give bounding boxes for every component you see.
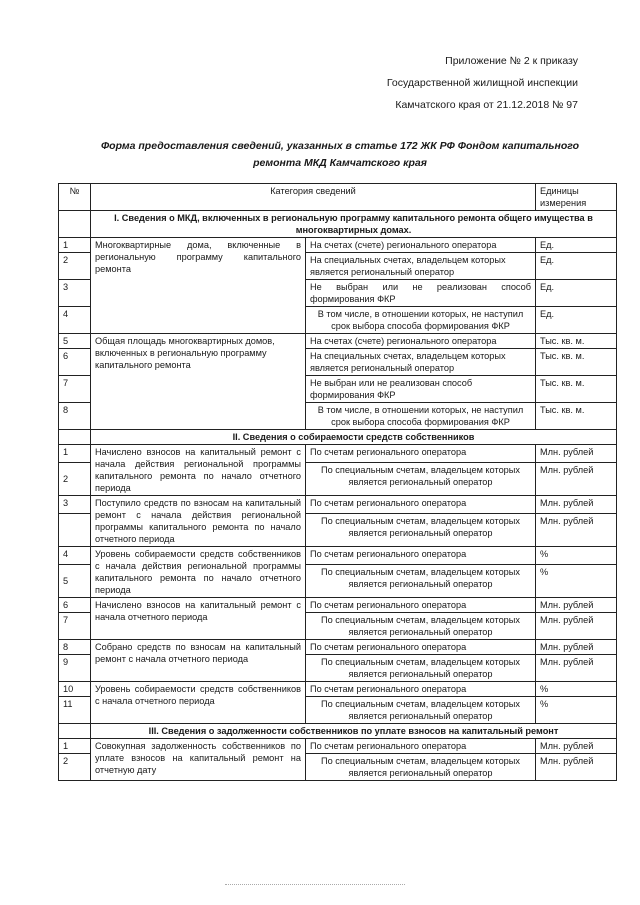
row-detail: На специальных счетах, владельцем которых является региональный оператор xyxy=(306,253,536,280)
row-unit: Тыс. кв. м. xyxy=(536,349,617,376)
row-detail: По счетам регионального оператора xyxy=(306,445,536,463)
section-3-title: III. Сведения о задолженности собственников по уплате взносов на капитальный ремонт xyxy=(91,724,617,739)
row-num: 7 xyxy=(59,613,91,640)
table-row xyxy=(59,640,617,655)
row-detail: По специальным счетам, владельцем которых является региональный оператор xyxy=(306,754,536,781)
table-row xyxy=(59,739,617,754)
row-detail: По счетам регионального оператора xyxy=(306,682,536,697)
group-charged-before: Начислено взносов на капитальный ремонт с начала действия региональной программы капитального ремонта по начало отчетного периода xyxy=(91,445,306,496)
form-title xyxy=(80,138,600,172)
row-unit: % xyxy=(536,682,617,697)
row-detail: По счетам регионального оператора xyxy=(306,496,536,514)
row-num: 2 xyxy=(59,463,91,496)
row-unit: Ед. xyxy=(536,307,617,334)
table-row xyxy=(59,496,617,514)
row-unit: Млн. рублей xyxy=(536,445,617,463)
row-num: 10 xyxy=(59,682,91,697)
row-detail: По специальным счетам, владельцем которых является региональный оператор xyxy=(306,565,536,598)
row-unit: % xyxy=(536,547,617,565)
row-detail: По специальным счетам, владельцем которых является региональный оператор xyxy=(306,514,536,547)
table-row xyxy=(59,445,617,463)
form-title-line-2: ремонта МКД Камчатского края xyxy=(253,157,427,169)
row-num: 6 xyxy=(59,349,91,376)
group-collection-current: Уровень собираемости средств собственников с начала отчетного периода xyxy=(91,682,306,724)
row-detail: По счетам регионального оператора xyxy=(306,547,536,565)
section-2-title: II. Сведения о собираемости средств собственников xyxy=(91,430,617,445)
row-detail: В том числе, в отношении которых, не наступил срок выбора способа формирования ФКР xyxy=(306,403,536,430)
row-detail: Не выбран или не реализован способ формирования ФКР xyxy=(306,280,536,307)
row-num: 9 xyxy=(59,655,91,682)
row-detail: По специальным счетам, владельцем которых является региональный оператор xyxy=(306,463,536,496)
row-unit: Млн. рублей xyxy=(536,640,617,655)
table-row xyxy=(59,238,617,253)
header-category: Категория сведений xyxy=(91,184,536,211)
row-num: 2 xyxy=(59,253,91,280)
row-detail: По специальным счетам, владельцем которых является региональный оператор xyxy=(306,697,536,724)
row-unit: Тыс. кв. м. xyxy=(536,376,617,403)
footer-divider xyxy=(225,884,405,885)
annex-line-1: Приложение № 2 к приказу xyxy=(445,55,578,67)
group-mkd-area: Общая площадь многоквартирных домов, включенных в региональную программу капитального ремонта xyxy=(91,334,306,430)
section-2-title-row xyxy=(59,430,617,445)
row-unit: % xyxy=(536,697,617,724)
group-debt: Совокупная задолженность собственников по уплате взносов на капитальный ремонт на отчетную дату xyxy=(91,739,306,781)
row-unit: % xyxy=(536,565,617,598)
row-detail: На специальных счетах, владельцем которых является региональный оператор xyxy=(306,349,536,376)
row-unit: Млн. рублей xyxy=(536,496,617,514)
form-title-line-1: Форма предоставления сведений, указанных в статье 172 ЖК РФ Фондом капитального xyxy=(100,140,580,152)
group-charged-current: Начислено взносов на капитальный ремонт с начала отчетного периода xyxy=(91,598,306,640)
row-detail: Не выбран или не реализован способ формирования ФКР xyxy=(306,376,536,403)
row-unit: Млн. рублей xyxy=(536,655,617,682)
section-3-title-row xyxy=(59,724,617,739)
section-1-title-row xyxy=(59,211,617,238)
group-collection-before: Уровень собираемости средств собственников с начала действия региональной программы капитального ремонта по начало отчетного периода xyxy=(91,547,306,598)
row-unit: Млн. рублей xyxy=(536,754,617,781)
row-detail: По счетам регионального оператора xyxy=(306,640,536,655)
row-unit: Тыс. кв. м. xyxy=(536,334,617,349)
row-unit: Млн. рублей xyxy=(536,598,617,613)
row-num: 8 xyxy=(59,640,91,655)
row-num: 1 xyxy=(59,238,91,253)
header-num: № xyxy=(59,184,91,211)
table-header-row xyxy=(59,184,617,211)
row-unit: Ед. xyxy=(536,253,617,280)
row-unit: Млн. рублей xyxy=(536,514,617,547)
row-num: 4 xyxy=(59,307,91,334)
table-row xyxy=(59,547,617,565)
row-num: 5 xyxy=(59,334,91,349)
row-detail: В том числе, в отношении которых, не наступил срок выбора способа формирования ФКР xyxy=(306,307,536,334)
row-num: 3 xyxy=(59,280,91,307)
group-mkd-count: Многоквартирные дома, включенные в региональную программу капитального ремонта xyxy=(91,238,306,334)
row-num: 7 xyxy=(59,376,91,403)
row-detail: По счетам регионального оператора xyxy=(306,739,536,754)
row-unit: Ед. xyxy=(536,280,617,307)
group-received-before: Поступило средств по взносам на капитальный ремонт с начала действия региональной программы капитального ремонта по начало отчетного периода xyxy=(91,496,306,547)
row-unit: Млн. рублей xyxy=(536,739,617,754)
row-unit: Ед. xyxy=(536,238,617,253)
row-detail: На счетах (счете) регионального оператора xyxy=(306,238,536,253)
annex-line-3: Камчатского края от 21.12.2018 № 97 xyxy=(395,99,578,111)
table-row xyxy=(59,334,617,349)
row-num: 3 xyxy=(59,496,91,514)
row-num xyxy=(59,514,91,547)
info-table xyxy=(58,183,617,781)
table-row xyxy=(59,598,617,613)
row-num: 2 xyxy=(59,754,91,781)
row-num: 4 xyxy=(59,547,91,565)
row-unit: Млн. рублей xyxy=(536,463,617,496)
row-detail: По специальным счетам, владельцем которых является региональный оператор xyxy=(306,613,536,640)
row-num: 11 xyxy=(59,697,91,724)
row-num: 6 xyxy=(59,598,91,613)
row-unit: Тыс. кв. м. xyxy=(536,403,617,430)
header-unit: Единицы измерения xyxy=(536,184,617,211)
row-num: 1 xyxy=(59,739,91,754)
row-detail: По счетам регионального оператора xyxy=(306,598,536,613)
annex-line-2: Государственной жилищной инспекции xyxy=(386,77,578,89)
row-unit: Млн. рублей xyxy=(536,613,617,640)
row-detail: На счетах (счете) регионального оператора xyxy=(306,334,536,349)
row-num: 1 xyxy=(59,445,91,463)
group-collected-current: Собрано средств по взносам на капитальный ремонт с начала отчетного периода xyxy=(91,640,306,682)
row-num: 8 xyxy=(59,403,91,430)
annex-header xyxy=(387,50,578,116)
row-num: 5 xyxy=(59,565,91,598)
section-1-title: I. Сведения о МКД, включенных в региональную программу капитального ремонта общего имущества в многоквартирных домах. xyxy=(91,211,617,238)
row-detail: По специальным счетам, владельцем которых является региональный оператор xyxy=(306,655,536,682)
table-row xyxy=(59,682,617,697)
